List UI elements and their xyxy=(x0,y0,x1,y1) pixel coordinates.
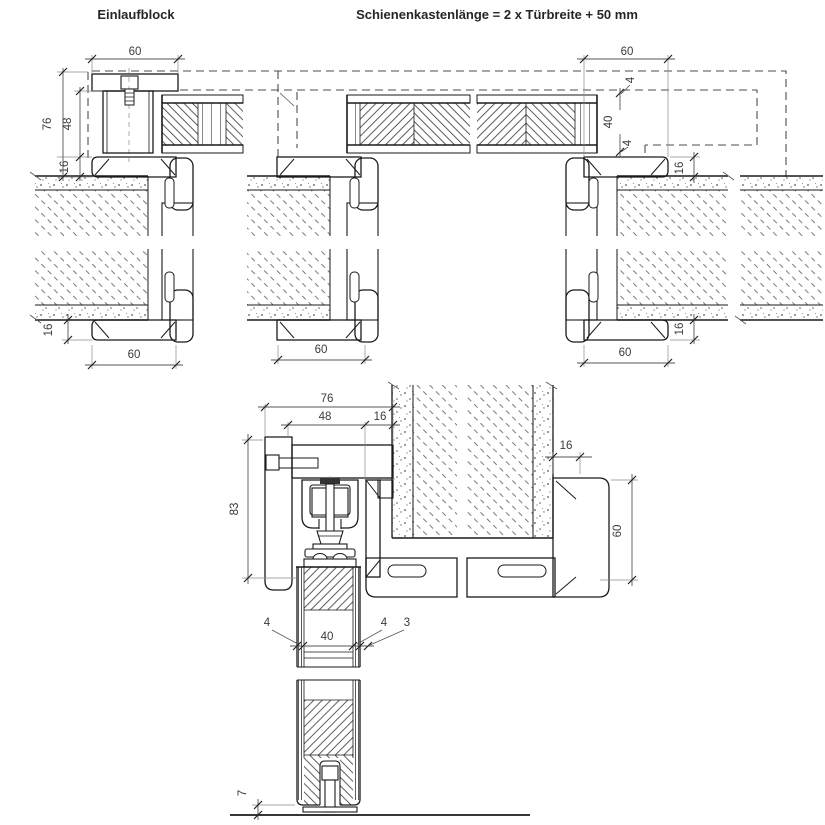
seal-strip xyxy=(350,178,359,208)
hanger-pin xyxy=(326,484,334,532)
door-leaf-vertical xyxy=(296,567,361,812)
dim-label-right-top-reveal: 16 xyxy=(674,161,686,175)
door-segment-lower xyxy=(297,680,360,812)
dim-label-left-top-reveal: 16 xyxy=(59,160,71,174)
door-leaf-segment xyxy=(347,95,470,153)
seal-strip xyxy=(165,272,174,302)
bottom-section-drawing xyxy=(229,382,638,820)
screw-shaft xyxy=(279,458,318,468)
dim-label-door-face-left: 4 xyxy=(263,617,271,629)
pocket-closure-profile xyxy=(366,480,393,577)
seal-strip xyxy=(589,272,598,302)
dim-label-cap-width: 60 xyxy=(128,46,142,58)
seal-strip xyxy=(165,178,174,208)
dim-label-frame-right-width-bottom: 60 xyxy=(618,347,632,359)
dim-label-left-block: 48 xyxy=(62,117,74,131)
dim-label-frame-left-width: 60 xyxy=(127,349,141,361)
break-band xyxy=(28,236,825,249)
soffit-boards xyxy=(366,558,555,597)
dim-label-right-bottom-reveal: 16 xyxy=(674,322,686,336)
dim-label-assembly-width: 76 xyxy=(320,393,334,405)
screw-head xyxy=(121,76,138,89)
dim-label-floor-clearance: 7 xyxy=(237,789,249,797)
dim-label-left-total: 76 xyxy=(42,117,54,131)
door-segment-upper xyxy=(296,567,361,667)
dim-label-rail-height: 40 xyxy=(603,115,615,129)
dim-label-frame-overlap: 16 xyxy=(559,440,573,452)
dim-label-frame-right-width-top: 60 xyxy=(620,46,634,58)
dim-label-door-frame-gap: 3 xyxy=(403,617,411,629)
dim-label-rail-box-height: 83 xyxy=(229,502,241,516)
door-leaf-segment xyxy=(162,95,243,153)
frame-right-vertical xyxy=(553,478,609,597)
wall-vertical xyxy=(388,382,557,538)
dim-label-frame-height: 60 xyxy=(612,524,624,538)
floor-guide-plate xyxy=(303,807,357,812)
rail-clamp xyxy=(320,478,340,484)
door-leaf-plan xyxy=(162,95,597,153)
dim-label-frame-mid-width: 60 xyxy=(314,344,328,356)
dim-label-door-face-right: 4 xyxy=(380,617,388,629)
title-einlaufblock: Einlaufblock xyxy=(97,7,175,22)
seal-strip xyxy=(589,178,598,208)
seal-strip xyxy=(350,272,359,302)
title-schienenkastenlaenge: Schienenkastenlänge = 2 x Türbreite + 50 mm xyxy=(356,7,638,22)
rail-top-plate xyxy=(292,445,393,478)
screw-head xyxy=(266,455,279,470)
door-leaf-segment xyxy=(477,95,597,153)
floor-guide xyxy=(322,766,338,780)
dim-label-rail-gap-top: 4 xyxy=(625,76,637,84)
dim-label-rail-width: 48 xyxy=(318,411,332,423)
dim-label-wall-offset: 16 xyxy=(373,411,387,423)
dim-label-left-bottom-reveal: 16 xyxy=(43,323,55,337)
top-section-drawing xyxy=(28,46,825,369)
dim-label-rail-gap-bottom: 4 xyxy=(622,139,634,147)
dim-label-door-core: 40 xyxy=(320,631,334,643)
hanger-bolt xyxy=(304,531,356,567)
